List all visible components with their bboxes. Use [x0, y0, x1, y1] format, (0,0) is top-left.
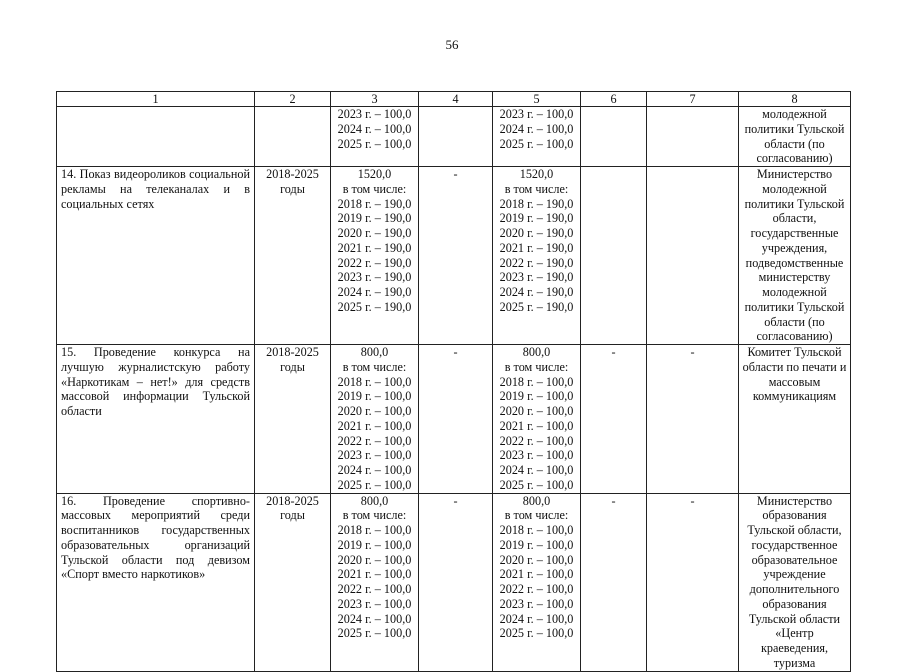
- column-4-value: -: [453, 167, 458, 181]
- column-6-cell: [581, 345, 647, 494]
- year-amount: 2018 г. – 190,0: [337, 196, 412, 211]
- year-amount: 2024 г. – 100,0: [337, 611, 412, 626]
- header-cell: 5: [493, 92, 581, 107]
- header-cell: 2: [255, 92, 331, 107]
- year-amount: 2019 г. – 190,0: [337, 211, 412, 226]
- year-amount: 2025 г. – 100,0: [499, 477, 574, 492]
- year-amount: 2022 г. – 100,0: [337, 582, 412, 596]
- year-amount: 2021 г. – 190,0: [499, 240, 574, 255]
- period-text: 2018-2025 годы: [266, 167, 319, 196]
- responsible-cell: [739, 345, 851, 494]
- header-cell: 4: [419, 92, 493, 107]
- including-label: в том числе:: [342, 181, 407, 196]
- year-amount: 2020 г. – 100,0: [337, 552, 412, 567]
- year-amount: 2023 г. – 100,0: [337, 448, 412, 463]
- including-label: в том числе:: [504, 508, 569, 523]
- year-amount: 2022 г. – 100,0: [499, 433, 574, 448]
- table-row: [57, 167, 851, 345]
- total-amount: 800,0: [360, 345, 389, 359]
- column-7-value: -: [690, 345, 695, 359]
- period-text: 2018-2025 годы: [266, 345, 319, 374]
- year-amount: 2018 г. – 100,0: [337, 374, 412, 389]
- column-6-value: -: [611, 493, 616, 508]
- event-cell: [57, 167, 255, 345]
- period-text: 2018-2025 годы: [266, 493, 319, 523]
- year-amount: 2024 г. – 190,0: [337, 285, 412, 299]
- event-text: 14. Показ видеороликов социальной рекламы на телеканалах и в социальных сетях: [61, 167, 250, 211]
- funding-regional-cell: [493, 167, 581, 345]
- year-amount: 2025 г. – 100,0: [499, 136, 574, 151]
- total-amount: 800,0: [522, 493, 551, 508]
- funding-total-cell: [331, 345, 419, 494]
- responsible-cell: [739, 493, 851, 671]
- year-amount: 2021 г. – 100,0: [337, 567, 412, 582]
- year-amount: 2022 г. – 190,0: [499, 255, 574, 270]
- responsible-text: Министерство молодежной политики Тульской области, государственные учреждения, подведомственные министерству молодежной политики Тульской области (по согласованию): [744, 167, 845, 344]
- table-row: [57, 493, 851, 671]
- year-amount: 2020 г. – 100,0: [499, 552, 574, 567]
- total-amount: 1520,0: [519, 167, 554, 181]
- funding-total-cell: [331, 493, 419, 671]
- event-cell: [57, 493, 255, 671]
- column-6-cell: [581, 493, 647, 671]
- year-amount: 2020 г. – 190,0: [337, 226, 412, 240]
- including-label: в том числе:: [342, 359, 407, 374]
- column-4-cell: [419, 167, 493, 345]
- funding-total-cell: [331, 167, 419, 345]
- event-cell: [57, 345, 255, 494]
- event-text: 15. Проведение конкурса на лучшую журналистскую работу «Наркотикам – нет!» для средств массовой информации Тульской области: [61, 345, 250, 418]
- column-4-value: -: [453, 493, 458, 508]
- including-label: в том числе:: [504, 359, 569, 374]
- column-7-value: -: [690, 493, 695, 508]
- year-amount: 2025 г. – 100,0: [337, 136, 412, 151]
- table-row: [57, 107, 851, 167]
- year-amount: 2020 г. – 190,0: [499, 226, 574, 240]
- column-6-cell: [581, 167, 647, 345]
- year-amount: 2024 г. – 100,0: [337, 121, 412, 136]
- column-6-value: -: [611, 345, 616, 359]
- year-amount: 2021 г. – 100,0: [499, 567, 574, 582]
- year-amount: 2020 г. – 100,0: [499, 404, 574, 418]
- column-4-cell: [419, 345, 493, 494]
- total-amount: 800,0: [522, 345, 551, 359]
- total-amount: 800,0: [360, 493, 389, 508]
- year-amount: 2021 г. – 190,0: [337, 240, 412, 255]
- year-amount: 2023 г. – 100,0: [499, 107, 574, 121]
- responsible-cell: [739, 107, 851, 167]
- column-7-cell: [647, 167, 739, 345]
- year-amount: 2025 г. – 190,0: [499, 299, 574, 314]
- including-label: в том числе:: [504, 181, 569, 196]
- header-cell: 7: [647, 92, 739, 107]
- year-amount: 2018 г. – 100,0: [499, 374, 574, 389]
- year-amount: 2021 г. – 100,0: [499, 418, 574, 433]
- column-4-value: -: [453, 345, 458, 359]
- column-7-cell: [647, 493, 739, 671]
- event-cell: [57, 107, 255, 167]
- responsible-cell: [739, 167, 851, 345]
- year-amount: 2024 г. – 100,0: [499, 121, 574, 136]
- year-amount: 2018 г. – 190,0: [499, 196, 574, 211]
- year-amount: 2019 г. – 100,0: [499, 389, 574, 404]
- page-number: 56: [445, 37, 459, 52]
- year-amount: 2019 г. – 190,0: [499, 211, 574, 226]
- column-7-cell: [647, 107, 739, 167]
- column-4-cell: [419, 493, 493, 671]
- year-amount: 2022 г. – 190,0: [337, 255, 412, 270]
- year-amount: 2019 г. – 100,0: [337, 537, 412, 552]
- funding-regional-cell: [493, 345, 581, 494]
- year-amount: 2023 г. – 100,0: [337, 107, 412, 121]
- year-amount: 2024 г. – 190,0: [499, 285, 574, 299]
- including-label: в том числе:: [342, 508, 407, 523]
- year-amount: 2024 г. – 100,0: [499, 611, 574, 626]
- year-amount: 2025 г. – 100,0: [337, 477, 412, 492]
- table-header-row: [57, 92, 851, 107]
- period-cell: [255, 107, 331, 167]
- column-4-cell: [419, 107, 493, 167]
- header-cell: 6: [581, 92, 647, 107]
- year-amount: 2023 г. – 190,0: [499, 270, 574, 285]
- year-amount: 2018 г. – 100,0: [337, 523, 412, 537]
- year-amount: 2019 г. – 100,0: [499, 537, 574, 552]
- year-amount: 2020 г. – 100,0: [337, 404, 412, 418]
- header-cell: 8: [739, 92, 851, 107]
- year-amount: 2023 г. – 100,0: [499, 596, 574, 611]
- year-amount: 2023 г. – 100,0: [337, 596, 412, 611]
- year-amount: 2018 г. – 100,0: [499, 523, 574, 537]
- year-amount: 2025 г. – 100,0: [337, 626, 412, 641]
- year-amount: 2025 г. – 100,0: [499, 626, 574, 641]
- period-cell: [255, 345, 331, 494]
- event-text: 16. Проведение спортивно-массовых мероприятий среди воспитанников государственных образовательных организаций Тульской области под девизом «Спорт вместо наркотиков»: [61, 493, 250, 582]
- responsible-text: Министерство образования Тульской области, государственное образовательное учреждение дополнительного образования Тульской области «Центр краеведения, туризма: [747, 493, 842, 670]
- funding-regional-cell: [493, 493, 581, 671]
- table-row: [57, 345, 851, 494]
- year-amount: 2022 г. – 100,0: [337, 433, 412, 448]
- total-amount: 1520,0: [357, 167, 392, 181]
- year-amount: 2023 г. – 100,0: [499, 448, 574, 463]
- header-cell: 3: [331, 92, 419, 107]
- period-cell: [255, 167, 331, 345]
- responsible-text: молодежной политики Тульской области (по согласованию): [744, 107, 845, 166]
- year-amount: 2022 г. – 100,0: [499, 582, 574, 596]
- program-table: [56, 91, 851, 672]
- funding-total-cell: [331, 107, 419, 167]
- period-cell: [255, 493, 331, 671]
- year-amount: 2024 г. – 100,0: [499, 463, 574, 477]
- year-amount: 2021 г. – 100,0: [337, 418, 412, 433]
- year-amount: 2023 г. – 190,0: [337, 270, 412, 285]
- header-cell: 1: [57, 92, 255, 107]
- column-7-cell: [647, 345, 739, 494]
- column-6-cell: [581, 107, 647, 167]
- responsible-text: Комитет Тульской области по печати и массовым коммуникациям: [742, 345, 847, 404]
- year-amount: 2025 г. – 190,0: [337, 299, 412, 314]
- year-amount: 2019 г. – 100,0: [337, 389, 412, 404]
- funding-regional-cell: [493, 107, 581, 167]
- year-amount: 2024 г. – 100,0: [337, 463, 412, 477]
